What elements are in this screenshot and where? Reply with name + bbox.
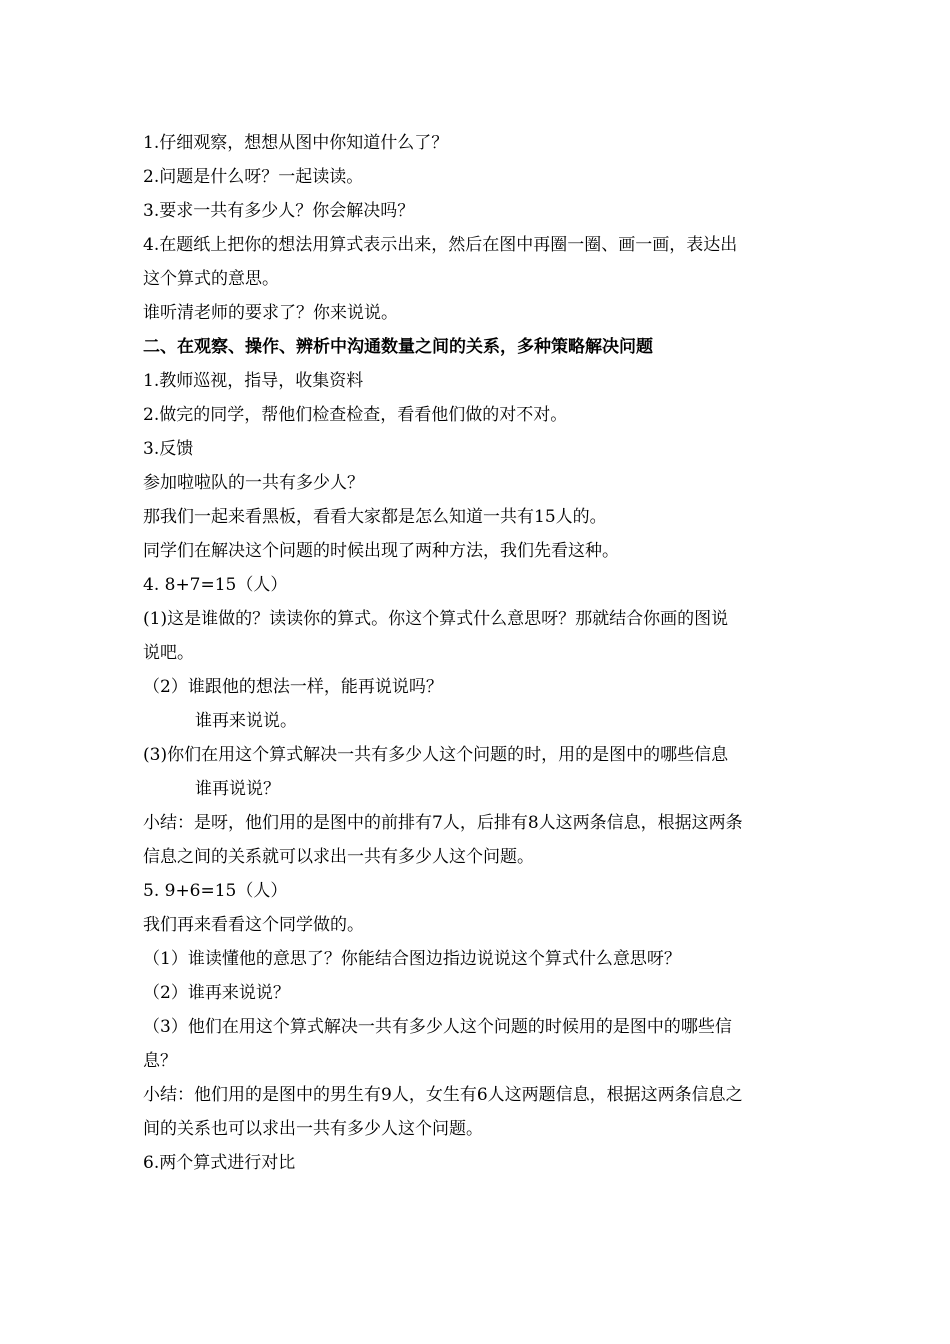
text-line: 参加啦啦队的一共有多少人？ bbox=[143, 473, 364, 493]
text-line: 3.要求一共有多少人？你会解决吗？ bbox=[143, 201, 415, 221]
text-line: 2.做完的同学，帮他们检查检查，看看他们做的对不对。 bbox=[143, 405, 568, 425]
text-line: 说吧。 bbox=[143, 643, 194, 663]
text-line: 间的关系也可以求出一共有多少人这个问题。 bbox=[143, 1119, 483, 1139]
text-line: 这个算式的意思。 bbox=[143, 269, 279, 289]
text-line: 2.问题是什么呀？一起读读。 bbox=[143, 167, 364, 187]
text-line: （2）谁再来说说？ bbox=[143, 983, 290, 1003]
text-line: 4.在题纸上把你的想法用算式表示出来，然后在图中再圈一圈、画一画，表达出 bbox=[143, 235, 738, 255]
text-line: 我们再来看看这个同学做的。 bbox=[143, 915, 364, 935]
text-line: 4. 8+7=15（人） bbox=[143, 575, 288, 595]
text-line: 谁听清老师的要求了？你来说说。 bbox=[143, 303, 398, 323]
text-line: 那我们一起来看黑板，看看大家都是怎么知道一共有15人的。 bbox=[143, 507, 607, 527]
text-line: (3)你们在用这个算式解决一共有多少人这个问题的时，用的是图中的哪些信息 bbox=[143, 745, 729, 765]
text-line: （1）谁读懂他的意思了？你能结合图边指边说说这个算式什么意思呀？ bbox=[143, 949, 681, 969]
text-line: 5. 9+6=15（人） bbox=[143, 881, 288, 901]
text-line: 信息之间的关系就可以求出一共有多少人这个问题。 bbox=[143, 847, 534, 867]
text-line: 小结：是呀，他们用的是图中的前排有7人，后排有8人这两条信息，根据这两条 bbox=[143, 813, 743, 833]
text-line: 1.仔细观察，想想从图中你知道什么了？ bbox=[143, 133, 449, 153]
text-line: （3）他们在用这个算式解决一共有多少人这个问题的时候用的是图中的哪些信 bbox=[143, 1017, 732, 1037]
text-line: 同学们在解决这个问题的时候出现了两种方法，我们先看这种。 bbox=[143, 541, 619, 561]
section-heading: 二、在观察、操作、辨析中沟通数量之间的关系，多种策略解决问题 bbox=[143, 337, 653, 357]
text-line: 谁再说说？ bbox=[195, 779, 280, 799]
text-line: 谁再来说说。 bbox=[195, 711, 297, 731]
text-line: 3.反馈 bbox=[143, 439, 194, 459]
text-line: 小结：他们用的是图中的男生有9人，女生有6人这两题信息，根据这两条信息之 bbox=[143, 1085, 743, 1105]
text-line: （2）谁跟他的想法一样，能再说说吗？ bbox=[143, 677, 443, 697]
text-line: (1)这是谁做的？读读你的算式。你这个算式什么意思呀？那就结合你画的图说 bbox=[143, 609, 729, 629]
text-line: 1.教师巡视，指导，收集资料 bbox=[143, 371, 364, 391]
text-line: 6.两个算式进行对比 bbox=[143, 1153, 296, 1173]
document-body bbox=[143, 126, 813, 1180]
text-line: 息？ bbox=[143, 1051, 177, 1071]
